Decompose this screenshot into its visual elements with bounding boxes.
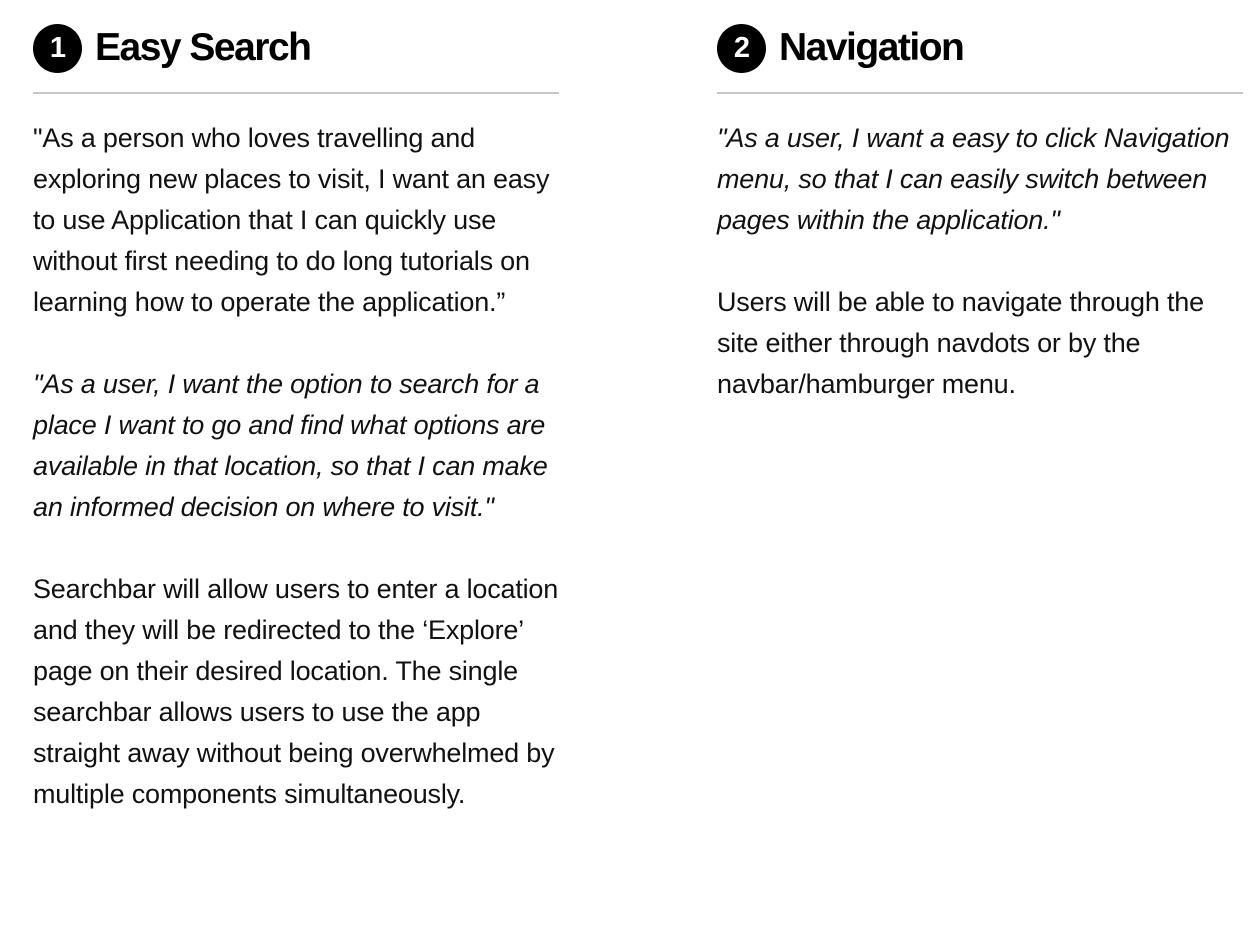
section-number-badge: 2 (717, 24, 766, 73)
feature-description-paragraph: Users will be able to navigate through the site either through navdots or by the navbar/hamburger menu. (717, 287, 1204, 399)
user-story-paragraph: "As a person who loves travelling and exploring new places to visit, I want an easy to use Application that I can quickly use without first needing to do long tutorials on learning how to operate the application.” (33, 123, 550, 317)
user-story-paragraph: "As a user, I want a easy to click Navigation menu, so that I can easily switch between pages within the application." (717, 123, 1230, 235)
section-easy-search (33, 24, 559, 815)
section-divider (717, 92, 1243, 94)
section-header (33, 24, 559, 72)
section-number-badge: 1 (33, 24, 82, 73)
section-title: Easy Search (95, 26, 311, 69)
section-navigation (717, 24, 1243, 405)
section-divider (33, 92, 559, 94)
feature-description-paragraph: Searchbar will allow users to enter a location and they will be redirected to the ‘Explore’ page on their desired location. The single searchbar allows users to use the app straight away without being overwhelmed by multiple components simultaneously. (33, 574, 559, 809)
user-story-paragraph: "As a user, I want the option to search for a place I want to go and find what options are available in that location, so that I can make an informed decision on where to visit." (33, 369, 548, 522)
section-header (717, 24, 1243, 72)
section-title: Navigation (779, 26, 964, 69)
